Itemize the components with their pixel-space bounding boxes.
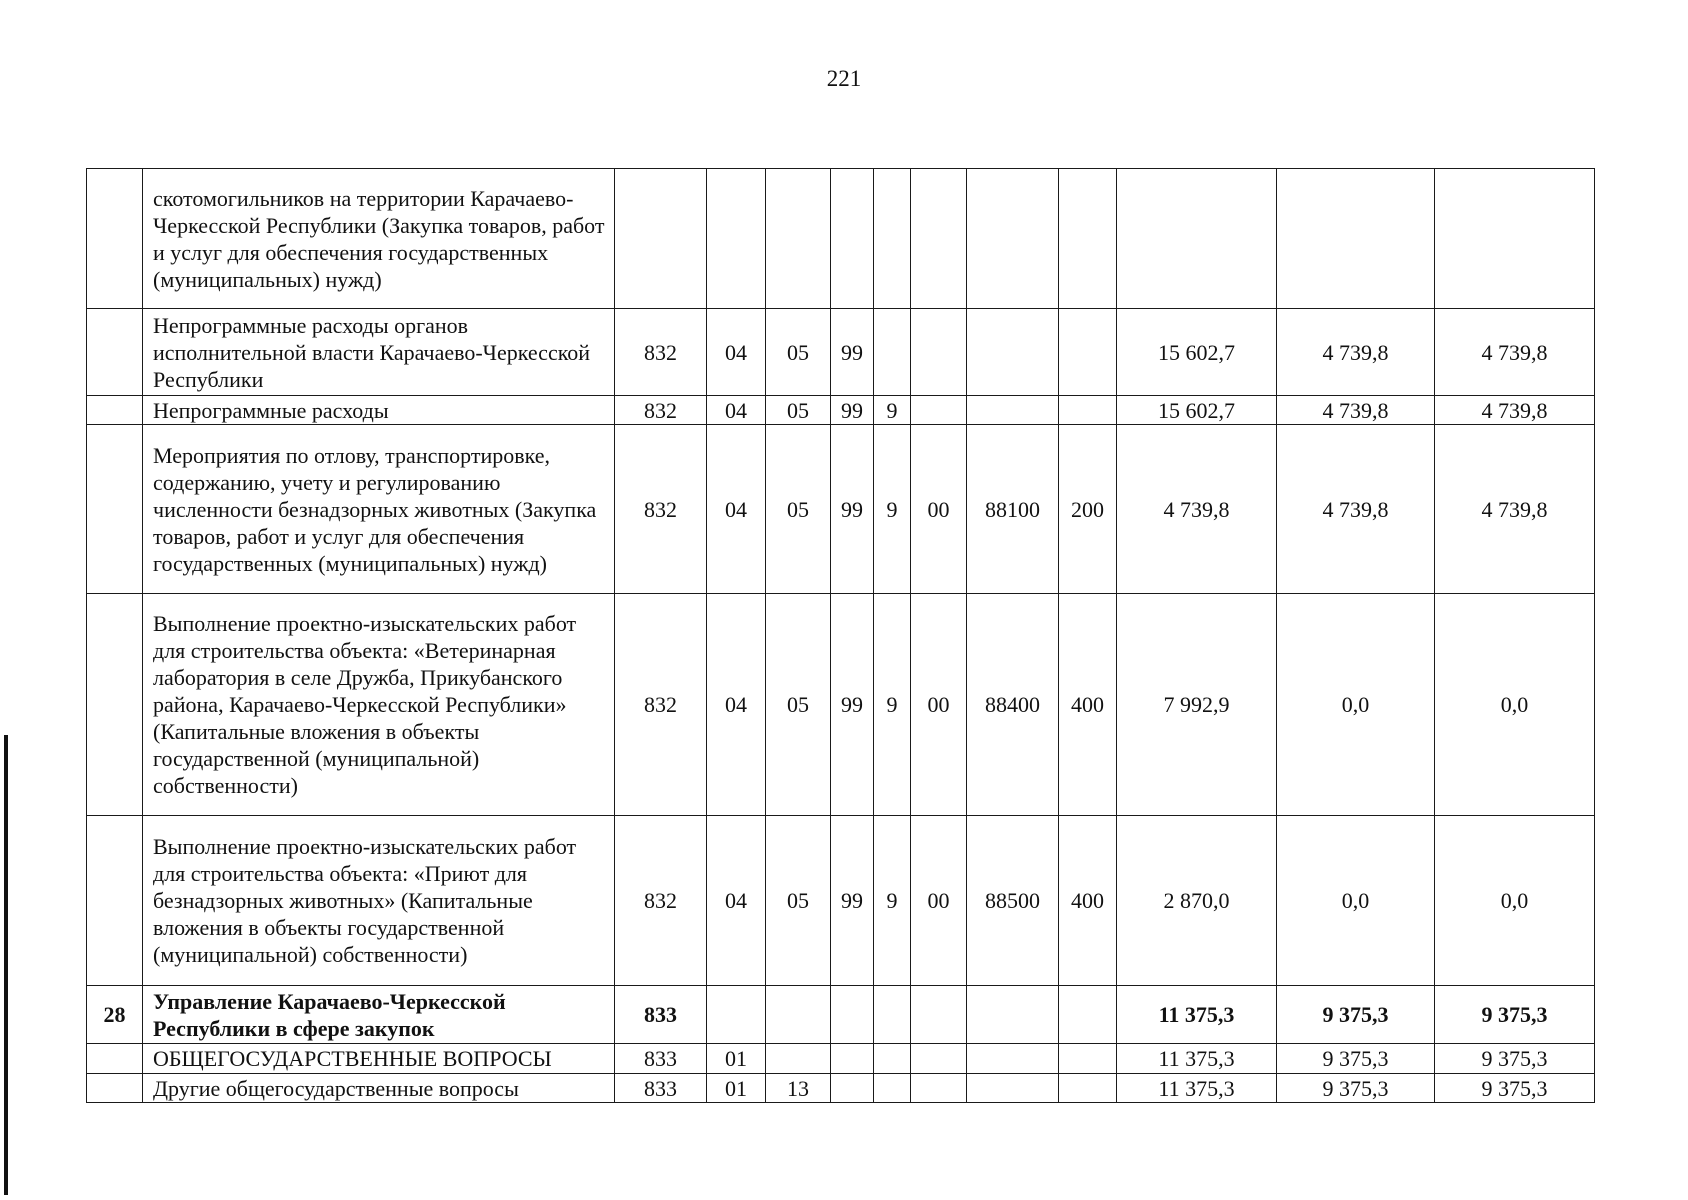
ministry-code-cell: 832 bbox=[615, 396, 707, 425]
amount-year1-cell bbox=[1117, 169, 1277, 309]
target-article-part2-cell bbox=[874, 1044, 911, 1074]
target-article-part3-cell bbox=[911, 309, 967, 396]
target-article-part2-cell: 9 bbox=[874, 816, 911, 986]
target-article-part3-cell bbox=[911, 986, 967, 1044]
target-article-part1-cell bbox=[831, 169, 874, 309]
target-article-part4-cell bbox=[967, 396, 1059, 425]
table-row bbox=[87, 425, 1595, 594]
target-article-part1-cell bbox=[831, 986, 874, 1044]
amount-year3-cell: 9 375,3 bbox=[1435, 986, 1595, 1044]
target-article-part2-cell: 9 bbox=[874, 425, 911, 594]
section-code-cell bbox=[707, 169, 766, 309]
subsection-code-cell bbox=[766, 986, 831, 1044]
amount-year1-cell: 15 602,7 bbox=[1117, 309, 1277, 396]
target-article-part3-cell bbox=[911, 1044, 967, 1074]
target-article-part1-cell: 99 bbox=[831, 396, 874, 425]
table-row bbox=[87, 816, 1595, 986]
amount-year2-cell: 9 375,3 bbox=[1277, 1074, 1435, 1103]
target-article-part3-cell: 00 bbox=[911, 594, 967, 816]
table-row bbox=[87, 1044, 1595, 1074]
item-name-cell: ОБЩЕГОСУДАРСТВЕННЫЕ ВОПРОСЫ bbox=[143, 1044, 615, 1074]
section-code-cell bbox=[707, 986, 766, 1044]
ministry-code-cell: 832 bbox=[615, 594, 707, 816]
subsection-code-cell: 05 bbox=[766, 396, 831, 425]
expense-type-cell bbox=[1059, 986, 1117, 1044]
amount-year2-cell: 4 739,8 bbox=[1277, 309, 1435, 396]
section-code-cell: 04 bbox=[707, 425, 766, 594]
ministry-code-cell: 832 bbox=[615, 816, 707, 986]
amount-year3-cell bbox=[1435, 169, 1595, 309]
target-article-part4-cell bbox=[967, 169, 1059, 309]
amount-year3-cell: 9 375,3 bbox=[1435, 1074, 1595, 1103]
row-number-cell: 28 bbox=[87, 986, 143, 1044]
amount-year2-cell: 4 739,8 bbox=[1277, 425, 1435, 594]
row-number-cell bbox=[87, 396, 143, 425]
target-article-part1-cell: 99 bbox=[831, 816, 874, 986]
table-row bbox=[87, 309, 1595, 396]
amount-year1-cell: 7 992,9 bbox=[1117, 594, 1277, 816]
item-name-cell: Мероприятия по отлову, транспортировке, содержанию, учету и регулированию численности безнадзорных животных (Закупка товаров, работ и услуг для обеспечения государственных (муниципальных) нужд) bbox=[143, 425, 615, 594]
amount-year1-cell: 11 375,3 bbox=[1117, 1044, 1277, 1074]
amount-year3-cell: 4 739,8 bbox=[1435, 425, 1595, 594]
subsection-code-cell: 05 bbox=[766, 594, 831, 816]
target-article-part4-cell: 88100 bbox=[967, 425, 1059, 594]
ministry-code-cell: 832 bbox=[615, 425, 707, 594]
target-article-part3-cell: 00 bbox=[911, 425, 967, 594]
target-article-part2-cell bbox=[874, 1074, 911, 1103]
target-article-part2-cell: 9 bbox=[874, 396, 911, 425]
amount-year1-cell: 11 375,3 bbox=[1117, 986, 1277, 1044]
expense-type-cell: 400 bbox=[1059, 594, 1117, 816]
target-article-part3-cell bbox=[911, 1074, 967, 1103]
subsection-code-cell bbox=[766, 169, 831, 309]
section-code-cell: 01 bbox=[707, 1074, 766, 1103]
expense-type-cell bbox=[1059, 1074, 1117, 1103]
row-number-cell bbox=[87, 425, 143, 594]
row-number-cell bbox=[87, 1044, 143, 1074]
ministry-code-cell: 832 bbox=[615, 309, 707, 396]
table-row bbox=[87, 1074, 1595, 1103]
item-name-cell: Непрограммные расходы bbox=[143, 396, 615, 425]
amount-year3-cell: 9 375,3 bbox=[1435, 1044, 1595, 1074]
table-row bbox=[87, 986, 1595, 1044]
target-article-part2-cell bbox=[874, 169, 911, 309]
amount-year1-cell: 4 739,8 bbox=[1117, 425, 1277, 594]
target-article-part1-cell bbox=[831, 1044, 874, 1074]
section-code-cell: 04 bbox=[707, 396, 766, 425]
subsection-code-cell: 05 bbox=[766, 425, 831, 594]
amount-year2-cell: 9 375,3 bbox=[1277, 1044, 1435, 1074]
target-article-part4-cell bbox=[967, 1074, 1059, 1103]
table-row bbox=[87, 396, 1595, 425]
item-name-cell: Выполнение проектно-изыскательских работ для строительства объекта: «Приют для безнадзорных животных» (Капитальные вложения в объекты государственной (муниципальной) собственности) bbox=[143, 816, 615, 986]
amount-year3-cell: 4 739,8 bbox=[1435, 309, 1595, 396]
row-number-cell bbox=[87, 169, 143, 309]
amount-year3-cell: 4 739,8 bbox=[1435, 396, 1595, 425]
item-name-cell: Управление Карачаево-Черкесской Республики в сфере закупок bbox=[143, 986, 615, 1044]
target-article-part3-cell bbox=[911, 396, 967, 425]
expense-type-cell bbox=[1059, 169, 1117, 309]
section-code-cell: 04 bbox=[707, 309, 766, 396]
amount-year2-cell: 9 375,3 bbox=[1277, 986, 1435, 1044]
expense-type-cell bbox=[1059, 396, 1117, 425]
table-row bbox=[87, 594, 1595, 816]
ministry-code-cell: 833 bbox=[615, 986, 707, 1044]
row-number-cell bbox=[87, 1074, 143, 1103]
amount-year2-cell bbox=[1277, 169, 1435, 309]
subsection-code-cell: 05 bbox=[766, 309, 831, 396]
expense-type-cell: 400 bbox=[1059, 816, 1117, 986]
amount-year1-cell: 11 375,3 bbox=[1117, 1074, 1277, 1103]
expense-type-cell: 200 bbox=[1059, 425, 1117, 594]
ministry-code-cell bbox=[615, 169, 707, 309]
row-number-cell bbox=[87, 309, 143, 396]
target-article-part4-cell: 88500 bbox=[967, 816, 1059, 986]
amount-year1-cell: 2 870,0 bbox=[1117, 816, 1277, 986]
target-article-part4-cell bbox=[967, 986, 1059, 1044]
target-article-part1-cell: 99 bbox=[831, 594, 874, 816]
target-article-part4-cell bbox=[967, 1044, 1059, 1074]
amount-year2-cell: 0,0 bbox=[1277, 816, 1435, 986]
item-name-cell: Другие общегосударственные вопросы bbox=[143, 1074, 615, 1103]
section-code-cell: 04 bbox=[707, 594, 766, 816]
table-row bbox=[87, 169, 1595, 309]
subsection-code-cell: 05 bbox=[766, 816, 831, 986]
target-article-part4-cell bbox=[967, 309, 1059, 396]
scan-edge-mark bbox=[4, 735, 8, 1195]
target-article-part2-cell: 9 bbox=[874, 594, 911, 816]
expense-type-cell bbox=[1059, 1044, 1117, 1074]
target-article-part2-cell bbox=[874, 986, 911, 1044]
section-code-cell: 01 bbox=[707, 1044, 766, 1074]
ministry-code-cell: 833 bbox=[615, 1074, 707, 1103]
target-article-part1-cell: 99 bbox=[831, 425, 874, 594]
amount-year3-cell: 0,0 bbox=[1435, 594, 1595, 816]
target-article-part1-cell bbox=[831, 1074, 874, 1103]
target-article-part3-cell: 00 bbox=[911, 816, 967, 986]
item-name-cell: Непрограммные расходы органов исполнительной власти Карачаево-Черкесской Республики bbox=[143, 309, 615, 396]
target-article-part1-cell: 99 bbox=[831, 309, 874, 396]
section-code-cell: 04 bbox=[707, 816, 766, 986]
subsection-code-cell bbox=[766, 1044, 831, 1074]
amount-year1-cell: 15 602,7 bbox=[1117, 396, 1277, 425]
expense-type-cell bbox=[1059, 309, 1117, 396]
item-name-cell: Выполнение проектно-изыскательских работ для строительства объекта: «Ветеринарная лаборатория в селе Дружба, Прикубанского района, Карачаево-Черкесской Республики» (Капитальные вложения в объекты государственной (муниципальной) собственности) bbox=[143, 594, 615, 816]
target-article-part3-cell bbox=[911, 169, 967, 309]
amount-year2-cell: 4 739,8 bbox=[1277, 396, 1435, 425]
budget-table bbox=[86, 168, 1595, 1103]
item-name-cell: скотомогильников на территории Карачаево-Черкесской Республики (Закупка товаров, работ и услуг для обеспечения государственных (муниципальных) нужд) bbox=[143, 169, 615, 309]
ministry-code-cell: 833 bbox=[615, 1044, 707, 1074]
row-number-cell bbox=[87, 594, 143, 816]
subsection-code-cell: 13 bbox=[766, 1074, 831, 1103]
page-number: 221 bbox=[826, 66, 862, 91]
amount-year3-cell: 0,0 bbox=[1435, 816, 1595, 986]
amount-year2-cell: 0,0 bbox=[1277, 594, 1435, 816]
target-article-part4-cell: 88400 bbox=[967, 594, 1059, 816]
target-article-part2-cell bbox=[874, 309, 911, 396]
row-number-cell bbox=[87, 816, 143, 986]
